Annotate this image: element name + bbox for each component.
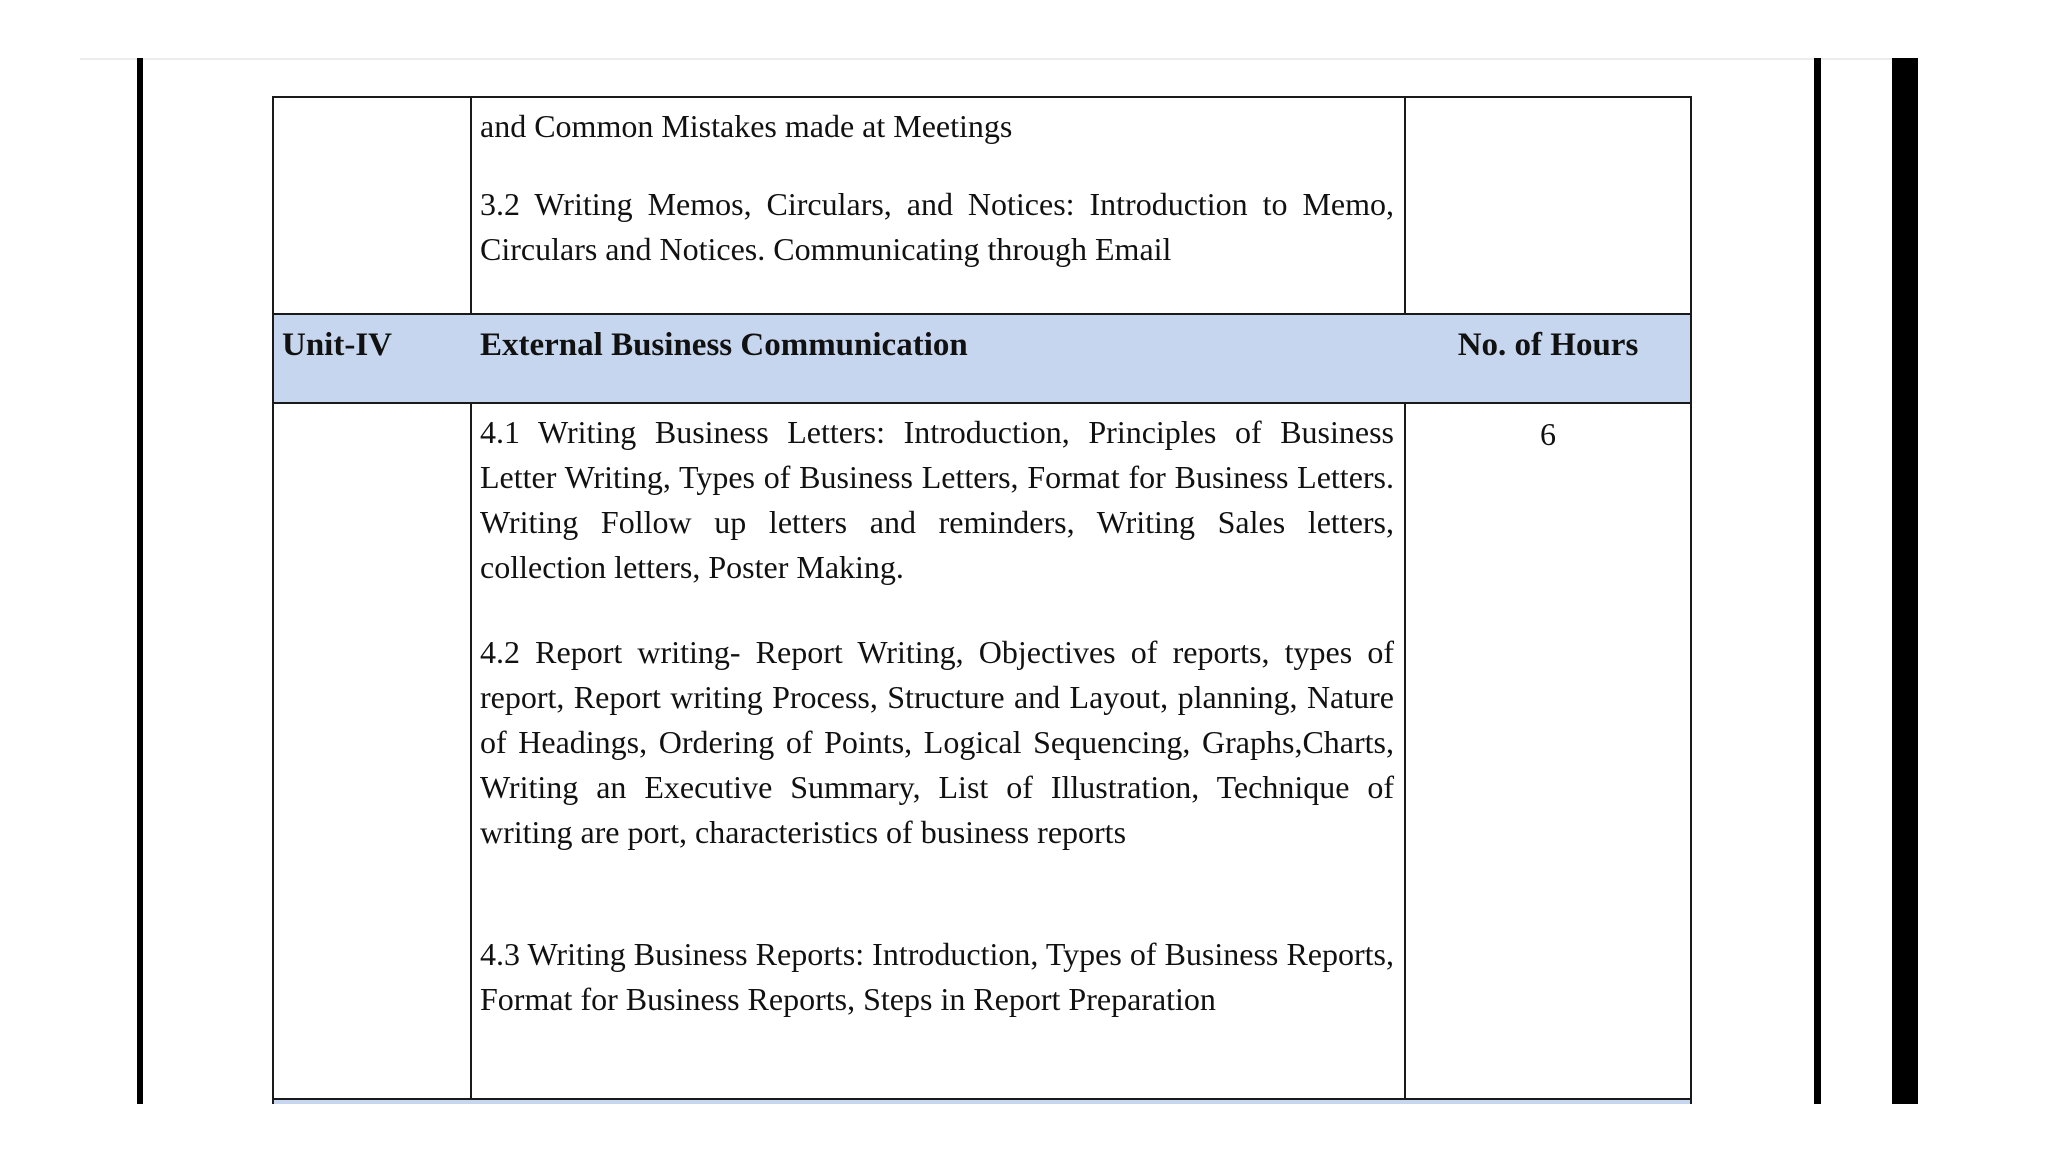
hours-column-header: No. of Hours (1457, 327, 1639, 363)
scrollbar[interactable] (1892, 58, 1918, 1104)
unit-label: Unit-IV (282, 327, 393, 363)
page-top-edge (80, 58, 1910, 60)
topic-4-2: 4.2 Report writing- Report Writing, Objectives of reports, types of report, Report writing Process, Structure and Layout, planning, Nature of Headings, Ordering of Points, Logical Sequencing, Graphs,Charts, Writing an Executive Summary, List of Illustration, Technique of writing are port, characteristics of business reports (480, 634, 1394, 850)
frame-left-border (137, 58, 143, 1104)
table-row-unit-iv-body (274, 404, 1690, 1104)
continued-text: and Common Mistakes made at Meetings (480, 108, 1013, 144)
topic-4-1: 4.1 Writing Business Letters: Introduction, Principles of Business Letter Writing, Types of Business Letters, Format for Business Letters. Writing Follow up letters and reminders, Writing Sales letters, collection letters, Poster Making. (480, 414, 1394, 585)
topic-4-3: 4.3 Writing Business Reports: Introduction, Types of Business Reports, Format for Business Reports, Steps in Report Preparation (480, 936, 1394, 1017)
unit-title: External Business Communication (480, 327, 968, 363)
table-row-unit-iii-continuation (274, 98, 1690, 313)
unit-header-row (274, 313, 1690, 404)
frame-right-border (1814, 58, 1821, 1104)
syllabus-table (272, 96, 1692, 1104)
next-row-edge (274, 1098, 1690, 1104)
hours-value: 6 (1540, 416, 1556, 452)
topic-3-2: 3.2 Writing Memos, Circulars, and Notices: Introduction to Memo, Circulars and Notices. Communicating through Email (480, 186, 1394, 267)
